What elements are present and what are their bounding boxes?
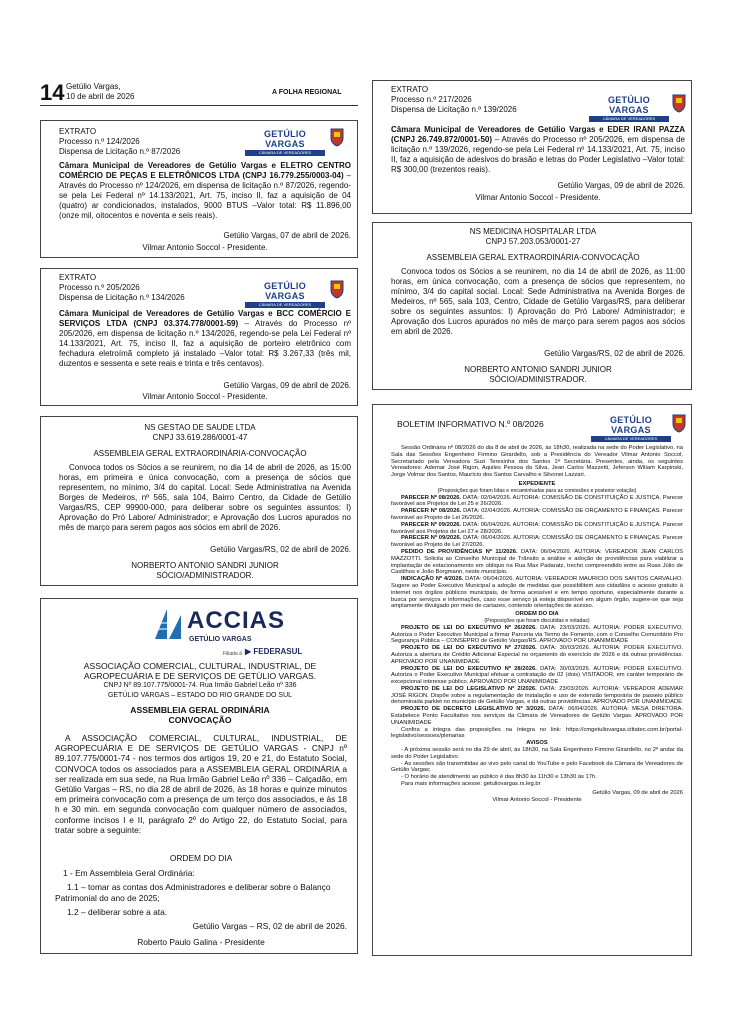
federasul-text: FEDERASUL	[253, 647, 303, 656]
assembly-body: Convoca todos os Sócios a se reunirem, no dia 14 de abril de 2026, as 11:00 horas, em única convocação, com a presença de sócios que representem, no mínimo, 3/4 do capital social. Local: Sede Administrativa na Avenida Borges de Medeiros, nº 565, sala 103, Centro, Cidade de Getúlio Vargas/RS, para deliberar sobre os seguintes assuntos: I) Aprovação do Pró Labore/ Administrador; e Aprovação dos Lucros apurados no mês de março para serem pagos aos sócios em abril de 2026.	[391, 267, 685, 336]
logo-text: GETÚLIO VARGAS	[263, 281, 307, 301]
boletim-title: BOLETIM INFORMATIVO N.º 08/2026	[397, 419, 544, 429]
extrato-body: – Através do Processo nº 124/2026, em dispensa de licitação n.º 87/2026, regendo-se pela Lei Federal nº 14.133/2021, Art. 75, inciso II, faz a aquisição de 04 (quatro) ar condicionados, instalados, 9000 BTUS –Valor total: R$ 11.896,00 (onze mil, oitocentos e noventa e seis reais).	[59, 171, 351, 220]
expediente-subheading: (Proposições que foram lidas e encaminhadas para as comissões e posterior votação)	[437, 487, 637, 494]
assembly-body: Convoca todos os Sócios a se reunirem, no dia 14 de abril de 2026, as 15:00 horas, em primeira e única convocação, com a presença de sócios que representem, no mínimo, 3/4 do capital. Local: Sede Administrativa na Avenida Borges de Medeiros, nº 565, sala 104, Bairro Centro, da Cidade de Getúlio Vargas/RS, CEP 99900-000, para deliberar sobre os seguintes assuntos: I) Aprovação do Pró Labore/ Administrador; e Aprovação dos Lucros apurados no mês de março para serem pagos aos sócios em abril de 2026.	[59, 463, 351, 532]
association-name-1: ASSOCIAÇÃO COMERCIAL, CULTURAL, INDUSTRIAL, DE	[83, 661, 317, 671]
assembly-subtitle: CONVOCAÇÃO	[168, 715, 232, 725]
item-lead: PROJETO DE LEI DO EXECUTIVO Nº 28/2026.	[401, 665, 537, 672]
ordem-heading: ORDEM DO DIA	[515, 611, 559, 618]
header-rule	[40, 105, 358, 106]
ns-gestao-saude-notice	[40, 416, 358, 586]
page-number: 14	[40, 80, 65, 105]
item-lead: PROJETO DE LEI DO EXECUTIVO Nº 26/2026.	[401, 624, 537, 631]
aviso-website[interactable]: Para mais informações acesse: getuliovargas.rs.leg.br	[401, 781, 541, 788]
camara-logo	[245, 129, 325, 155]
ordem-do-dia: ORDEM DO DIA	[169, 853, 233, 863]
boletim-informativo	[372, 404, 692, 956]
signer-role: SÓCIO/ADMINISTRADOR.	[489, 375, 587, 384]
item-text: DATA: 06/04/2026. AUTORIA: MESA DIRETORA. Estabelece Ponto Facultativo nos serviços da Câmara de Vereadores de Getúlio Vargas. APROVADO POR UNANIMIDADE	[391, 706, 683, 726]
expediente-item	[391, 576, 683, 610]
extrato-date: Getúlio Vargas, 09 de abril de 2026.	[557, 181, 685, 190]
logo-text: GETÚLIO VARGAS	[609, 415, 653, 435]
assembly-date: Getúlio Vargas – RS, 02 de abril de 2026.	[192, 921, 347, 931]
federasul-label: ▶ FEDERASUL	[245, 647, 303, 656]
item-lead: PROJETO DE LEI DO LEGISLATIVO Nº 2/2026.	[401, 685, 537, 692]
ordem-item	[391, 645, 683, 665]
processo-number: Processo n.º 124/2026	[59, 137, 140, 146]
assembly-date: Getúlio Vargas/RS, 02 de abril de 2026.	[544, 349, 685, 358]
extrato-parties: Câmara Municipal de Vereadores de Getúlio Vargas e EDER IRANI PAZZA (CNPJ 26.749.872/0001-50)	[391, 125, 685, 144]
integra-link[interactable]: Confira a íntegra das proposições na íntegra no link: https://cmgetuliovargas.cittatec.com.br/portal-legislativo/sessoes/plenarias	[391, 726, 683, 740]
item-text: DATA: 06/04/2026. AUTORIA: COMISSÃO DE ORÇAMENTO E FINANÇAS. Parecer favorável ao Projeto de Lei 27/2026.	[391, 535, 683, 549]
assembly-date: Getúlio Vargas/RS, 02 de abril de 2026.	[210, 545, 351, 554]
ordem-item	[391, 706, 683, 726]
signer-name: NORBERTO ANTONIO SANDRI JUNIOR	[464, 365, 612, 374]
accias-sub: GETÚLIO VARGAS	[189, 636, 252, 643]
extrato-date: Getúlio Vargas, 09 de abril de 2026.	[223, 381, 351, 390]
assembly-signature: Roberto Paulo Galina - Presidente	[137, 937, 265, 947]
company-cnpj: CNPJ 57.203.053/0001-27	[485, 237, 581, 246]
crest-icon	[329, 127, 345, 147]
item-lead: PROJETO DE DECRETO LEGISLATIVO Nº 3/2026.	[401, 706, 546, 713]
ordem-subheading: (Proposições que foram discutidas e votadas)	[484, 617, 590, 624]
item-lead: PARECER Nº 08/2026.	[401, 494, 462, 501]
dispensa-number: Dispensa de Licitação n.º 87/2026	[59, 147, 181, 156]
item-lead: PARECER Nº 09/2026.	[401, 521, 462, 528]
item-text: DATA: 02/04/2026. AUTORIA: COMISSÃO DE ORÇAMENTO E FINANÇAS. Parecer favorável ao Projeto de Lei 26/2026.	[391, 508, 683, 521]
aviso-item: - A próxima sessão será no dia 29 de abril, às 18h30, na Sala Engenheiro Firmino Girardello, no 2º andar da sede do Poder Legislativo.	[391, 747, 683, 760]
item-text: DATA: 30/03/2026. AUTORIA: PODER EXECUTIVO. Autoriza a abertura de Crédito Adicional Especial no orçamento do exercício de 2026 e dá outras providências. APROVADO POR UNANIMIDADE	[391, 645, 683, 665]
accias-logo	[153, 607, 313, 669]
logo-subtext: CÂMARA DE VEREADORES	[245, 150, 325, 156]
extrato-signature: Vilmar Antonio Soccol - Presidente.	[142, 243, 268, 252]
expediente-heading: EXPEDIENTE	[518, 480, 556, 487]
session-intro: Sessão Ordinária nº 08/2026 do dia 8 de abril de 2026, às 18h30, realizada na sede do Poder Legislativo, na Sala das Sessões Engenheiro Firmino Girardello, sob a Presidência do Vereador Vilmar Antonio Soccol, Secretariado pela Vereadora Suzi Teresinha dos Santos 1ª Secretária. Presentes, ainda, os seguintes Vereadores: Ademar José Rigon, Aquiles Pessoa da Silva, Jean Carlos Mazzetti, Jeferson Wiliam Karpinski, Jorge Volmar dos Santos, Maurício dos Santos Carvalho e Silvonei Lazzari.	[391, 445, 683, 479]
aviso-item: - O horário de atendimento ao público é das 8h30 às 11h30 e 13h30 às 17h.	[401, 774, 597, 781]
item-text: DATA: 06/04/2026. AUTORIA: VEREADOR MAURICIO DOS SANTOS CARVALHO. Sugere ao Poder Executivo Municipal a adoção de medidas que possibilitem aos cidadãos o acesso gratuito à internet nos órgãos públicos municipais, de forma acessível e em tempo oportuno, especialmente durante a busca por serviços e informações, caso esse serviço já esteja disponível em algum órgão, sugere-se que seja amplamente divulgado por meio de cartazes, contendo orientações de acesso.	[391, 576, 683, 610]
item-text: DATA: 02/04/2026. AUTORIA: COMISSÃO DE CONSTITUIÇÃO E JUSTIÇA. Parecer favorável aos Projetos de Lei 25 e 26/2026.	[391, 494, 683, 508]
crest-icon	[671, 93, 687, 113]
extrato-205-notice	[40, 268, 358, 406]
extrato-signature: Vilmar Antonio Soccol - Presidente.	[142, 392, 268, 401]
processo-number: Processo n.º 217/2026	[391, 95, 472, 104]
logo-text: GETÚLIO VARGAS	[607, 95, 651, 115]
extrato-124-notice	[40, 120, 358, 258]
association-cnpj: CNPJ Nº 89.107.775/0001-74. Rua Irmão Gabriel Leão nº 336	[103, 682, 297, 689]
item-lead: PEDIDO DE PROVIDÊNCIAS Nº 11/2026.	[401, 548, 518, 555]
extrato-parties: Câmara Municipal de Vereadores de Getúlio Vargas e ELETRO CENTRO COMÉRCIO DE PEÇAS E ELETRÔNICOS LTDA (CNPJ 16.779.255/0003-04)	[59, 161, 351, 180]
expediente-item	[391, 549, 683, 576]
extrato-body: – Através do Processo nº 205/2026, em dispensa de licitação n.º 134/2026, regendo-se pela Lei Federal nº 14.133/2021, Art. 75, inciso II, faz a aquisição de porteiro eletrônico com fechadura eletroímã completo já instalado –Valor total: R$ 3.267,33 (três mil, duzentos e sessenta e sete reais e trinta e três centavos).	[59, 319, 352, 368]
accias-wordmark: ACCIAS	[187, 607, 286, 634]
filiada-label: Filiada à	[223, 651, 242, 657]
expediente-item	[391, 495, 683, 509]
extrato-title: EXTRATO	[59, 127, 97, 136]
ordem-item	[391, 625, 683, 645]
association-name-2: AGROPECUÁRIA E DE SERVIÇOS DE GETÚLIO VARGAS.	[83, 671, 317, 681]
avisos-heading: AVISOS	[526, 740, 548, 747]
logo-subtext: CÂMARA DE VEREADORES	[589, 116, 669, 122]
expediente-item	[391, 508, 683, 522]
ordem-item	[391, 666, 683, 686]
accias-notice	[40, 598, 358, 954]
item-text: DATA: 06/04/2026. AUTORIA: VEREADOR JEAN CARLOS MAZZOTTI. Solicita ao Conselho Municipal de Trânsito a análise e adoção de providências para viabilizar a implantação de estacionamento em obliquo na Rua Max Padaratz, trecho compreendido entre as Ruas Júlio de Castilhos e João Borgmann, neste município.	[391, 548, 683, 576]
expediente-item	[391, 535, 683, 549]
company-cnpj: CNPJ 33.619.286/0001-47	[152, 433, 248, 442]
item-lead: PARECER Nº 09/2026.	[401, 535, 462, 542]
company-name: NS MEDICINA HOSPITALAR LTDA	[469, 227, 597, 236]
page-header-city-date	[66, 82, 135, 102]
crest-icon	[671, 413, 687, 433]
ordem-item	[391, 686, 683, 706]
extrato-signature: Vilmar Antonio Soccol - Presidente.	[475, 193, 601, 202]
aviso-item: - As sessões são transmitidas ao vivo pelo canal do YouTube e pelo Facebook da Câmara de Vereadores de Getúlio Vargas;	[391, 760, 683, 774]
item-text: DATA: 06/04/2026. AUTORIA: COMISSÃO DE CONSTITUIÇÃO E JUSTIÇA. Parecer favorável aos Projetos de Lei 27 e 28/2026.	[391, 521, 683, 535]
agenda-item-1-2: 1.2 – deliberar sobre a ata.	[67, 907, 168, 918]
agenda-item-1-1: 1.1 – tomar as contas dos Administradores e deliberar sobre o Balanço Patrimonial do ano de 2025;	[55, 882, 331, 903]
company-name: NS GESTAO DE SAUDE LTDA	[144, 423, 256, 432]
item-text: DATA: 30/03/2026. AUTORIA: PODER EXECUTIVO. Autoriza o Poder Executivo Municipal efetuar a contratação de 02 (dois) VISITADOR, em caráter temporário de excepcional interesse público. APROVADO POR UNANIMIDADE	[391, 665, 683, 686]
expediente-item	[391, 522, 683, 536]
dispensa-number: Dispensa de Licitação n.º 134/2026	[59, 293, 185, 302]
crest-icon	[329, 279, 345, 299]
logo-subtext: CÂMARA DE VEREADORES	[245, 302, 325, 308]
logo-subtext: CÂMARA DE VEREADORES	[591, 436, 671, 442]
assembly-body: A ASSOCIAÇÃO COMERCIAL, CULTURAL, INDUSTRIAL, DE AGROPECUÁRIA E DE SERVIÇOS DE GETÚLIO VARGAS - CNPJ nº 89.107.775/0001-74 - nos termos dos artigos 19, 20 e 21, do Estatuto Social, CONVOCA todos os associados para a ASSEMBLEIA GERAL ORDINÁRIA a ser realizada em sua sede, na Rua Irmão Gabriel Leão nº 336 – Calçadão, em Getúlio Vargas – RS, no dia 28 de abril de 2026, às 18 horas e quinze minutos em primeira convocação com a presença de um terço dos associados, e às 18 h e 30 min. em segunda convocação com qualquer número de associados, conforme incisos I e II, parágrafo 2º do Artigo 22, do Estatuto Social, para tratar sobre a seguinte:	[55, 733, 347, 835]
camara-logo	[591, 415, 671, 441]
item-lead: INDICAÇÃO Nº 4/2026.	[401, 576, 464, 583]
processo-number: Processo n.º 205/2026	[59, 283, 140, 292]
accias-building-icon	[153, 607, 183, 641]
item-lead: PARECER Nº 08/2026.	[401, 508, 462, 515]
boletim-signature: Vilmar Antonio Soccol - Presidente	[492, 796, 582, 803]
association-state: GETÚLIO VARGAS – ESTADO DO RIO GRANDE DO SUL	[107, 692, 293, 699]
signer-name: NORBERTO ANTONIO SANDRI JUNIOR	[131, 561, 279, 570]
boletim-date: Getúlio Vargas, 09 de abril de 2026	[592, 789, 683, 796]
camara-logo	[245, 281, 325, 307]
item-text: DATA: 23/03/2026. AUTORIA: VEREADOR ADEMAR JOSÉ RIGON. Dispõe sobre a regulamentação de instalação e uso de extensão temporária de passeio público denominada parklet no município de Getúlio Vargas, e dá outras providências. APROVADO POR UNANIMIDADE	[391, 685, 684, 706]
dispensa-number: Dispensa de Licitação n.º 139/2026	[391, 105, 517, 114]
extrato-title: EXTRATO	[59, 273, 97, 282]
extrato-body: – Através do Processo nº 205/2026, em dispensa de licitação n.º 139/2026, regendo-se pela Lei Federal nº 14.133/2021, Art. 75, inciso II, faz a aquisição de adesivos do brasão e letras do Poder Legislativo –Valor total: R$ 300,00 (trezentos reais).	[391, 135, 686, 174]
header-city: Getúlio Vargas,	[66, 82, 121, 91]
agenda-item-1: 1 - Em Assembleia Geral Ordinária:	[63, 867, 195, 878]
publication-name: A FOLHA REGIONAL	[272, 89, 342, 96]
assembly-title: ASSEMBLEIA GERAL EXTRAORDINÁRIA-CONVOCAÇÃO	[426, 253, 640, 262]
extrato-title: EXTRATO	[391, 85, 429, 94]
ns-medicina-notice	[372, 222, 692, 390]
camara-logo	[589, 95, 669, 121]
extrato-date: Getúlio Vargas, 07 de abril de 2026.	[223, 231, 351, 240]
assembly-title: ASSEMBLEIA GERAL EXTRAORDINÁRIA-CONVOCAÇÃO	[93, 449, 307, 458]
item-lead: PROJETO DE LEI DO EXECUTIVO Nº 27/2026.	[401, 645, 537, 652]
extrato-217-notice	[372, 80, 692, 214]
item-text: DATA: 23/03/2026. AUTORIA: PODER EXECUTIVO. Autoriza o Poder Executivo Municipal a firmar Parceria via Termo de Fomento, com o Conselho Comunitário Pro Segurança Pública – CONSEPRO de Getúlio Vargas/RS. APROVADO POR UNANIMIDADE	[391, 624, 683, 645]
signer-role: SÓCIO/ADMINISTRADOR.	[156, 571, 254, 580]
extrato-parties: Câmara Municipal de Vereadores de Getúlio Vargas e BCC COMÉRCIO E SERVIÇOS LTDA (CNPJ 03.374.778/0001-59)	[59, 309, 351, 328]
assembly-title: ASSEMBLEIA GERAL ORDINÁRIA	[130, 705, 270, 715]
logo-text: GETÚLIO VARGAS	[263, 129, 307, 149]
header-date: 10 de abril de 2026	[66, 92, 135, 101]
